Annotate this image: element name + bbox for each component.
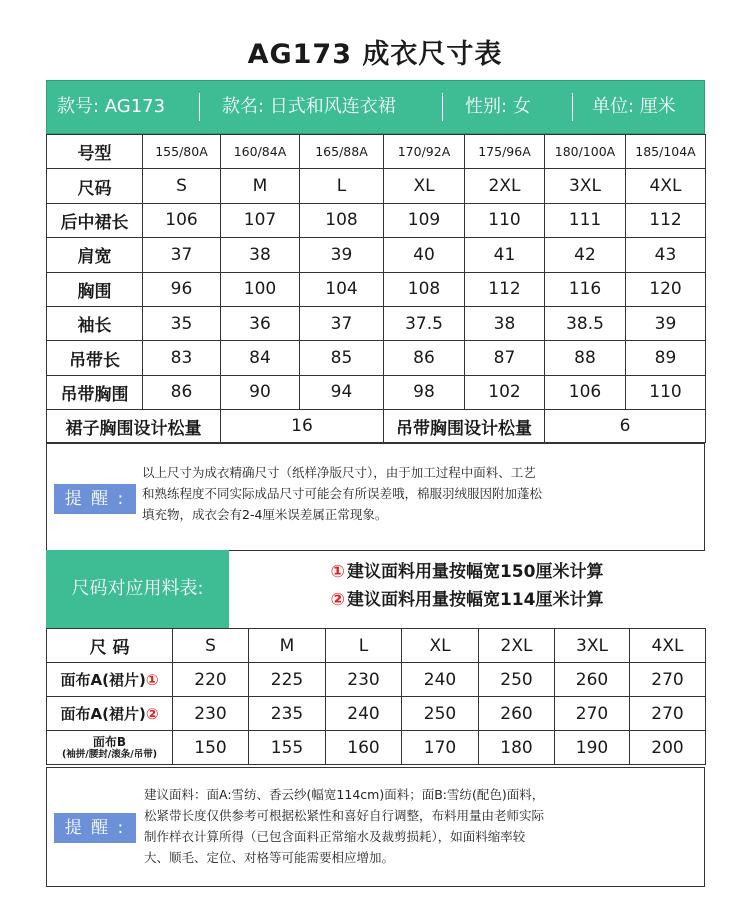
size-table <box>46 134 706 443</box>
fabric-tip-114 <box>229 586 705 614</box>
table-cell: L <box>326 629 402 663</box>
table-cell: 240 <box>326 697 402 731</box>
table-cell: 230 <box>326 663 402 697</box>
gender: 性别: 女 <box>465 96 531 117</box>
ease-row <box>47 410 706 443</box>
row-label <box>47 731 173 765</box>
size-code-row <box>47 135 706 169</box>
table-cell: 39 <box>626 306 706 340</box>
fabric-label: 面布A(裙片) <box>60 671 146 689</box>
table-cell: 37 <box>143 238 221 272</box>
table-cell: 38 <box>221 238 300 272</box>
reminder-line: 建议面料：面A:雪纺、香云纱(幅宽114cm)面料；面B:雪纺(配色)面料， <box>144 787 545 802</box>
style-name: 款名: 日式和风连衣裙 <box>222 96 396 117</box>
table-cell: 250 <box>402 697 479 731</box>
table-cell: 83 <box>143 341 221 375</box>
row-label: 后中裙长 <box>47 203 143 237</box>
header-divider <box>199 93 200 121</box>
table-cell: 87 <box>465 341 545 375</box>
back-length-row <box>47 203 706 237</box>
fabric-label: 面布A(裙片) <box>60 705 146 723</box>
table-cell: 86 <box>384 341 465 375</box>
row-label <box>47 697 173 731</box>
table-cell: S <box>143 169 221 203</box>
table-cell: 107 <box>221 203 300 237</box>
table-cell: 120 <box>626 272 706 306</box>
strap-chest-row <box>47 375 706 409</box>
spec-header <box>46 80 705 134</box>
chest-row <box>47 272 706 306</box>
fabric-size-row <box>47 629 706 663</box>
table-cell: 240 <box>402 663 479 697</box>
ease-skirt-value: 16 <box>221 410 384 443</box>
table-cell: 85 <box>300 341 384 375</box>
table-cell: 160 <box>326 731 402 765</box>
table-cell: 96 <box>143 272 221 306</box>
reminder-text <box>142 462 702 525</box>
table-cell: 84 <box>221 341 300 375</box>
table-cell: 112 <box>626 203 706 237</box>
fabric-mark: ① <box>145 671 159 689</box>
table-cell: 3XL <box>555 629 630 663</box>
table-cell: 111 <box>545 203 626 237</box>
fabric-tips <box>229 558 705 614</box>
table-cell: 90 <box>221 375 300 409</box>
table-cell: 185/104A <box>626 135 706 169</box>
row-label: 吊带长 <box>47 341 143 375</box>
fabric-sublabel: (袖拼/腰封/滚条/吊带) <box>61 748 158 760</box>
table-cell: 37.5 <box>384 306 465 340</box>
table-cell: 102 <box>465 375 545 409</box>
ease-skirt-label: 裙子胸围设计松量 <box>47 410 221 443</box>
style-number: 款号: AG173 <box>57 96 166 117</box>
size-row <box>47 169 706 203</box>
table-cell: S <box>173 629 249 663</box>
table-cell: 108 <box>384 272 465 306</box>
table-cell: 39 <box>300 238 384 272</box>
row-label: 号型 <box>47 135 143 169</box>
table-cell: 260 <box>479 697 555 731</box>
table-cell: 116 <box>545 272 626 306</box>
ease-strap-label: 吊带胸围设计松量 <box>384 410 545 443</box>
table-cell: 270 <box>555 697 630 731</box>
table-cell: 250 <box>479 663 555 697</box>
row-label: 尺 码 <box>47 629 173 663</box>
reminder-line: 制作样衣计算所得（已包含面料正常缩水及裁剪损耗），如面料缩率较 <box>144 829 526 844</box>
table-cell: 89 <box>626 341 706 375</box>
table-cell: 40 <box>384 238 465 272</box>
table-cell: L <box>300 169 384 203</box>
table-cell: 112 <box>465 272 545 306</box>
table-cell: 100 <box>221 272 300 306</box>
table-cell: 104 <box>300 272 384 306</box>
fabric-heading: 尺码对应用料表: <box>46 550 229 628</box>
table-cell: 155/80A <box>143 135 221 169</box>
reminder-line: 填充物，成衣会有2-4厘米误差属正常现象。 <box>142 507 388 522</box>
table-cell: M <box>249 629 326 663</box>
table-cell: 165/88A <box>300 135 384 169</box>
table-cell: 270 <box>630 663 706 697</box>
unit: 单位: 厘米 <box>592 96 676 117</box>
sleeve-row <box>47 306 706 340</box>
table-cell: M <box>221 169 300 203</box>
table-cell: 42 <box>545 238 626 272</box>
tip-text: 建议面料用量按幅宽150厘米计算 <box>346 562 604 582</box>
fabric-table <box>46 628 706 765</box>
ease-strap-value: 6 <box>545 410 706 443</box>
tip-mark: ① <box>330 562 345 582</box>
row-label <box>47 663 173 697</box>
fabric-b-row <box>47 731 706 765</box>
table-cell: 200 <box>630 731 706 765</box>
fabric-a-150-row <box>47 663 706 697</box>
table-cell: 155 <box>249 731 326 765</box>
strap-length-row <box>47 341 706 375</box>
table-cell: 150 <box>173 731 249 765</box>
fabric-reminder-box <box>46 767 705 887</box>
fabric-a-114-row <box>47 697 706 731</box>
table-cell: 88 <box>545 341 626 375</box>
table-cell: 43 <box>626 238 706 272</box>
table-cell: 94 <box>300 375 384 409</box>
fabric-reminder-text <box>144 784 704 868</box>
reminder-line: 和熟练程度不同实际成品尺寸可能会有所误差哦，棉服羽绒服因附加蓬松 <box>142 486 543 501</box>
row-label: 肩宽 <box>47 238 143 272</box>
table-cell: 2XL <box>465 169 545 203</box>
fabric-tip-150 <box>229 558 705 586</box>
table-cell: 180 <box>479 731 555 765</box>
table-cell: 110 <box>626 375 706 409</box>
reminder-badge: 提 醒 : <box>54 484 136 514</box>
tip-text: 建议面料用量按幅宽114厘米计算 <box>346 590 604 610</box>
table-cell: 35 <box>143 306 221 340</box>
table-cell: 106 <box>143 203 221 237</box>
header-divider <box>572 93 573 121</box>
table-cell: XL <box>384 169 465 203</box>
fabric-mark: ② <box>145 705 159 723</box>
shoulder-row <box>47 238 706 272</box>
page-title: AG173 成衣尺寸表 <box>247 39 503 70</box>
table-cell: XL <box>402 629 479 663</box>
table-cell: 3XL <box>545 169 626 203</box>
row-label: 袖长 <box>47 306 143 340</box>
row-label: 吊带胸围 <box>47 375 143 409</box>
table-cell: 37 <box>300 306 384 340</box>
table-cell: 170/92A <box>384 135 465 169</box>
table-cell: 41 <box>465 238 545 272</box>
row-label: 尺码 <box>47 169 143 203</box>
table-cell: 190 <box>555 731 630 765</box>
reminder-box <box>46 443 705 551</box>
reminder-line: 松紧带长度仅供参考可根据松紧性和喜好自行调整，布料用量由老师实际 <box>144 808 545 823</box>
reminder-line: 大、顺毛、定位、对格等可能需要相应增加。 <box>144 850 395 865</box>
table-cell: 160/84A <box>221 135 300 169</box>
table-cell: 4XL <box>630 629 706 663</box>
row-label: 胸围 <box>47 272 143 306</box>
table-cell: 98 <box>384 375 465 409</box>
reminder-badge: 提 醒 : <box>54 813 136 843</box>
table-cell: 170 <box>402 731 479 765</box>
table-cell: 110 <box>465 203 545 237</box>
table-cell: 270 <box>630 697 706 731</box>
table-cell: 220 <box>173 663 249 697</box>
tip-mark: ② <box>330 590 345 610</box>
table-cell: 38.5 <box>545 306 626 340</box>
table-cell: 260 <box>555 663 630 697</box>
table-cell: 109 <box>384 203 465 237</box>
table-cell: 235 <box>249 697 326 731</box>
header-divider <box>442 93 443 121</box>
table-cell: 36 <box>221 306 300 340</box>
fabric-label: 面布B <box>92 734 127 749</box>
table-cell: 108 <box>300 203 384 237</box>
table-cell: 106 <box>545 375 626 409</box>
table-cell: 175/96A <box>465 135 545 169</box>
table-cell: 86 <box>143 375 221 409</box>
table-cell: 180/100A <box>545 135 626 169</box>
table-cell: 4XL <box>626 169 706 203</box>
table-cell: 2XL <box>479 629 555 663</box>
table-cell: 38 <box>465 306 545 340</box>
table-cell: 225 <box>249 663 326 697</box>
table-cell: 230 <box>173 697 249 731</box>
reminder-line: 以上尺寸为成衣精确尺寸（纸样净版尺寸），由于加工过程中面料、工艺 <box>142 465 536 480</box>
